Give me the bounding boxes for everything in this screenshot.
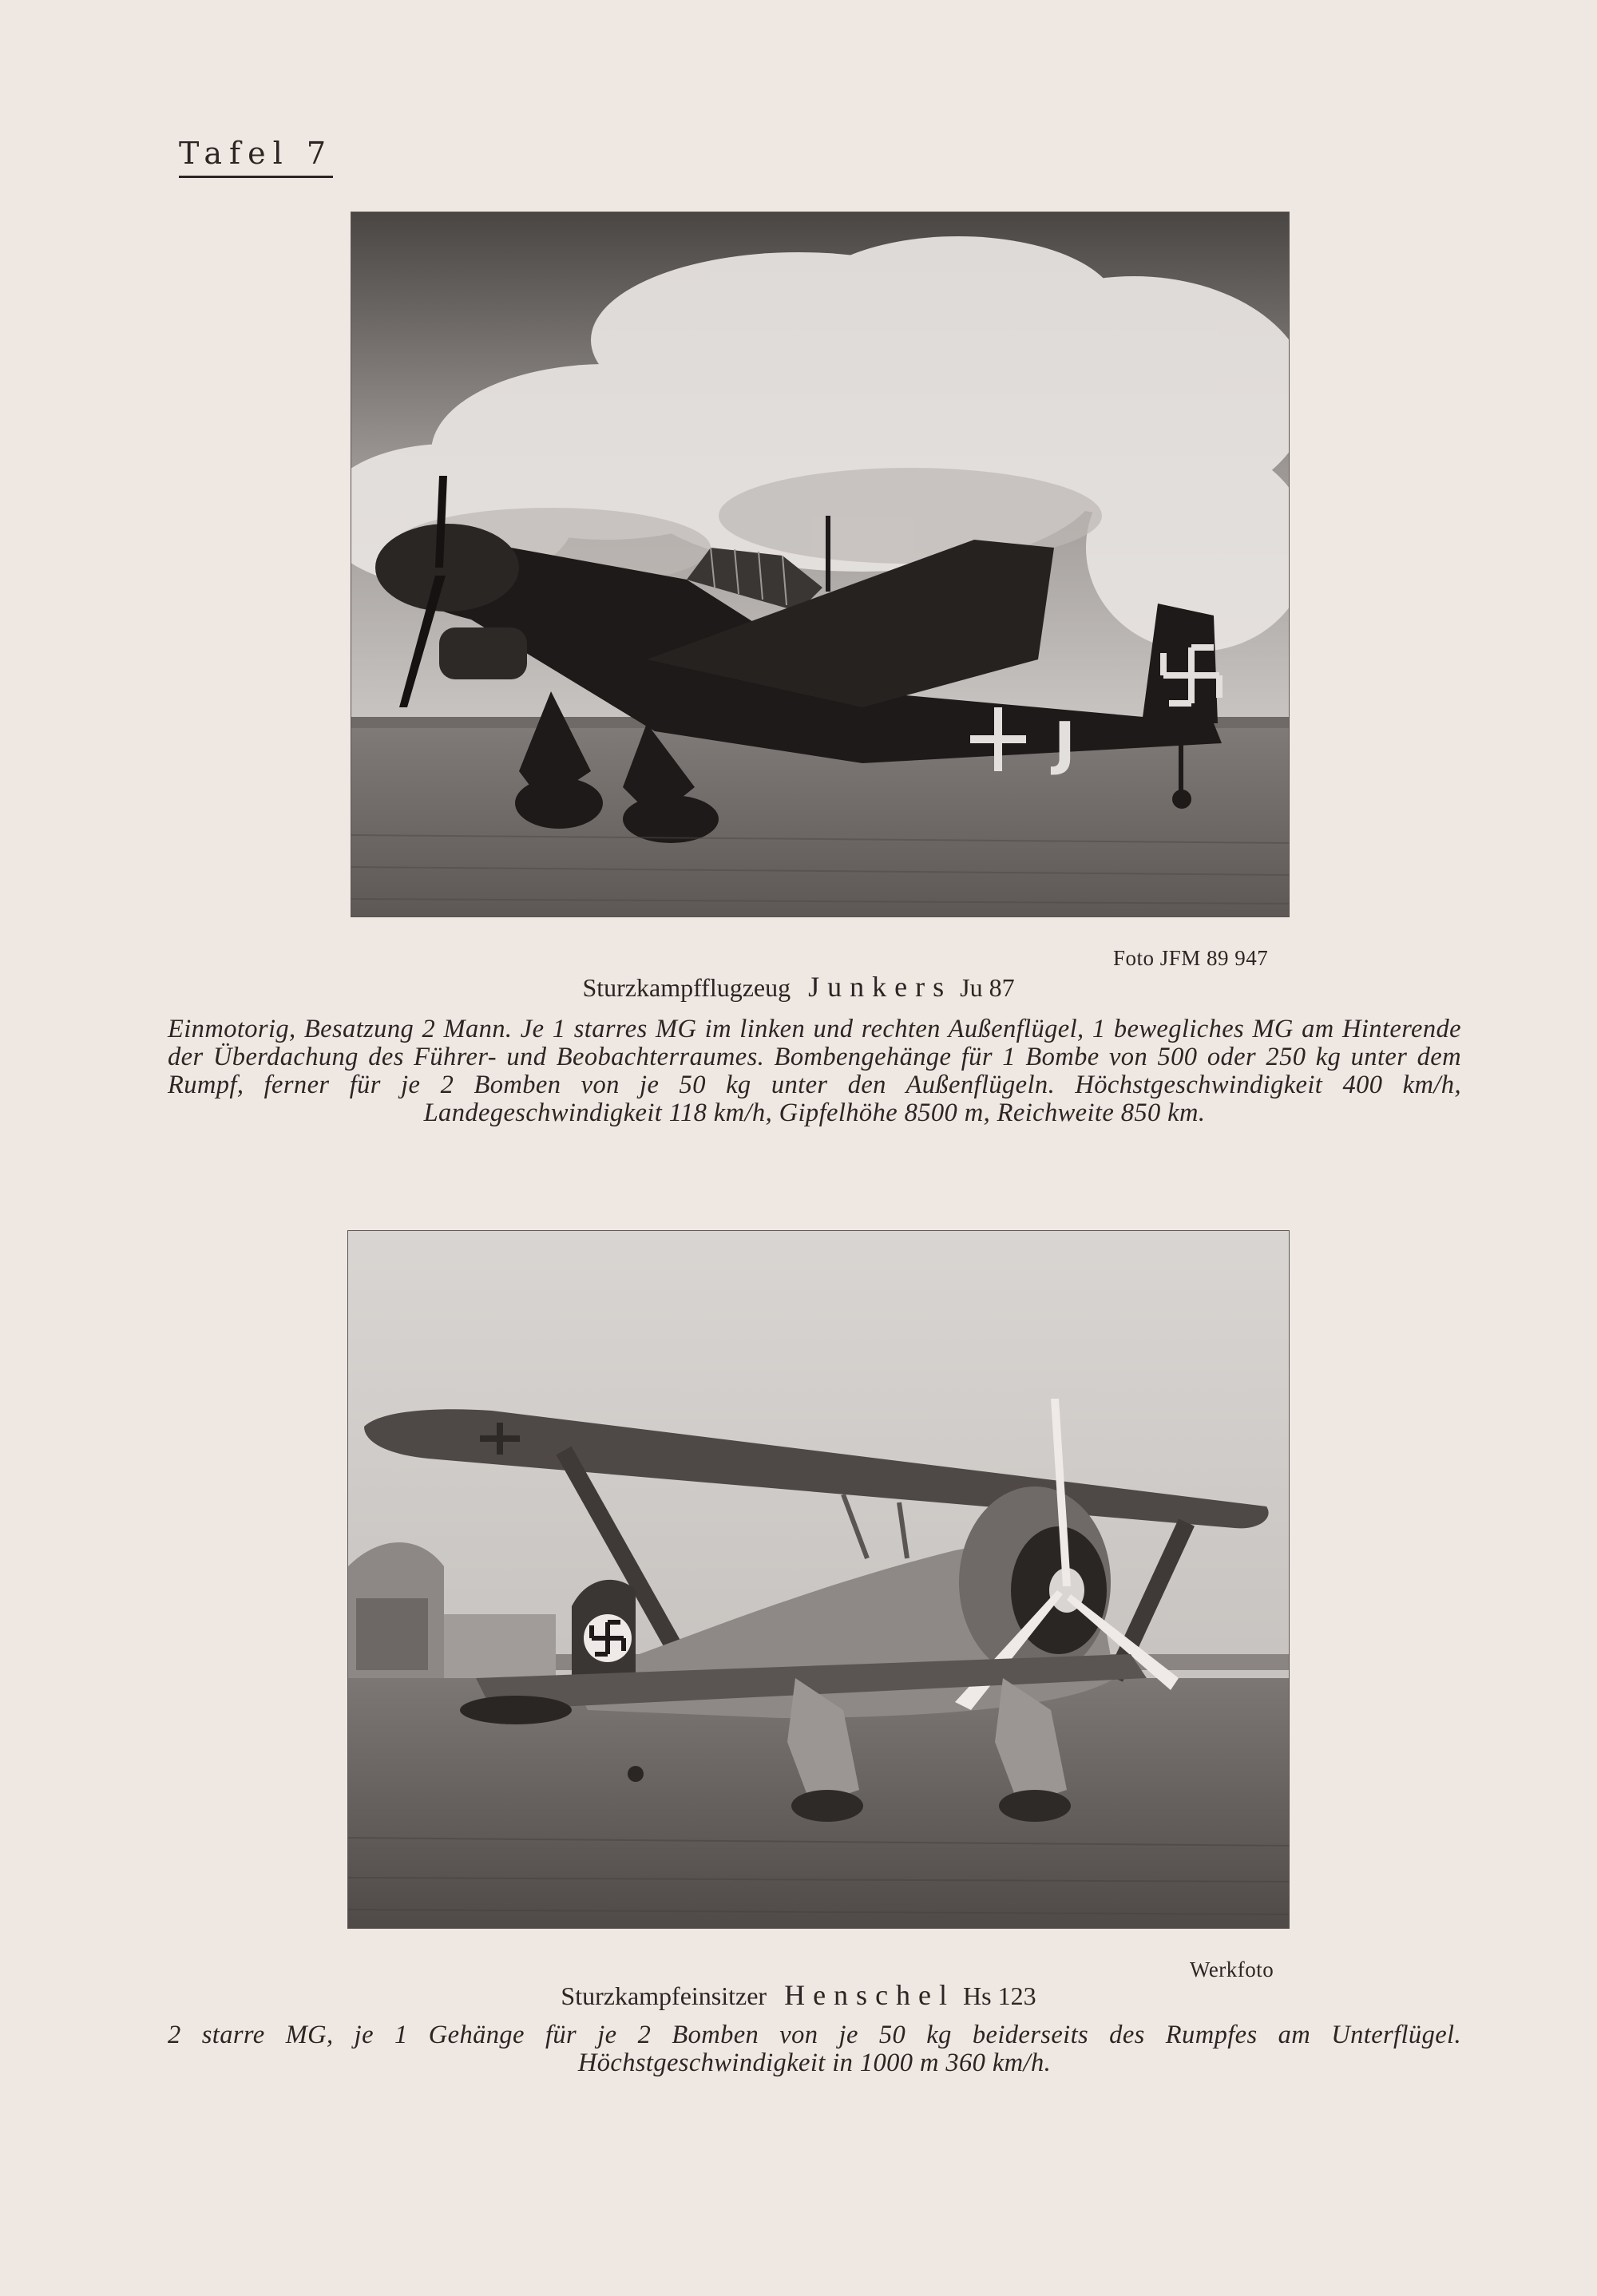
- caption-description-2: [168, 2021, 1461, 2077]
- photo-junkers-ju87: [351, 212, 1289, 916]
- caption-model-2: Hs 123: [963, 1981, 1036, 2010]
- caption-prefix-2: Sturzkampfeinsitzer: [561, 1981, 767, 2010]
- tail-letter: J: [1054, 710, 1076, 777]
- caption-title-2: [0, 1978, 1597, 2012]
- caption-model-1: Ju 87: [960, 973, 1015, 1002]
- caption-maker-1: Junkers: [808, 971, 953, 1003]
- caption-prefix-1: Sturzkampfflugzeug: [582, 973, 791, 1002]
- description-text-2: 2 starre MG, je 1 Gehänge für je 2 Bomben von je 50 kg beiderseits des Rumpfes am Unterflügel. Höchstgeschwindigkeit in 1000 m 360 km/h.: [168, 2021, 1461, 2077]
- photo-credit-2: Werkfoto: [1190, 1958, 1274, 1981]
- photo-credit-1: Foto JFM 89 947: [1113, 946, 1269, 970]
- caption-maker-2: Henschel: [784, 1979, 956, 2011]
- description-text-1: Einmotorig, Besatzung 2 Mann. Je 1 starres MG im linken und rechten Außenflügel, 1 bewegliches MG am Hinterende der Überdachung des Führer- und Beobachterraumes. Bombengehänge für 1 Bombe von 500 oder 250 kg unter dem Rumpf, ferner für je 2 Bomben von je 50 kg unter den Außenflügeln. Höchstgeschwindigkeit 400 km/h, Landegeschwindigkeit 118 km/h, Gipfelhöhe 8500 m, Reichweite 850 km.: [168, 1015, 1461, 1127]
- ju87-illustration: [351, 212, 1289, 916]
- hs123-illustration: [348, 1231, 1289, 1928]
- plate-label: Tafel 7: [179, 136, 333, 178]
- caption-title-1: [0, 970, 1597, 1004]
- photo-henschel-hs123: [348, 1231, 1289, 1928]
- caption-description-1: [168, 1015, 1461, 1127]
